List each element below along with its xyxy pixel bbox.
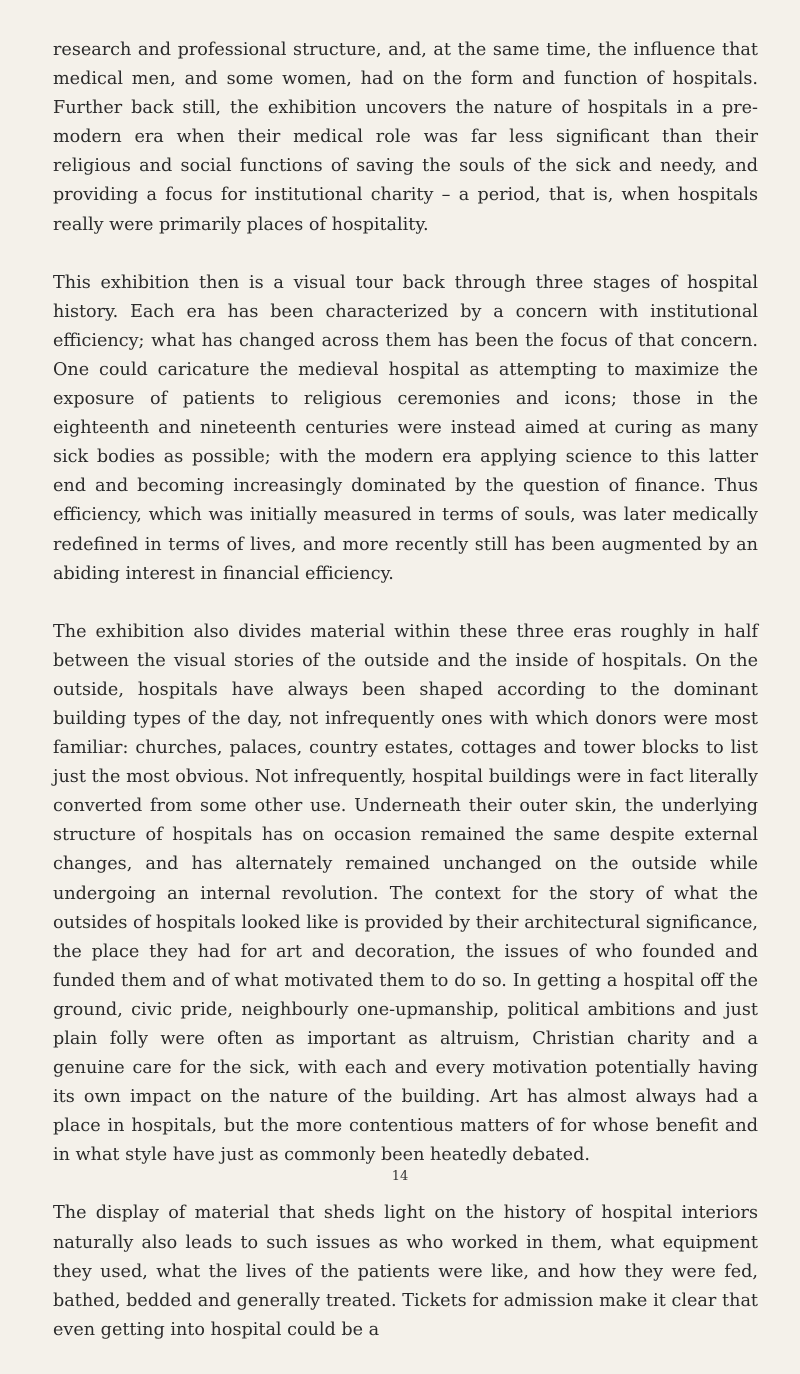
paragraph-2: This exhibition then is a visual tour back through three stages of hospital history. Each era has been characterized by a concern with institutional efficiency; what has changed across them has been the focus of that concern. One could caricature the medieval hospital as attempting to maximize the exposure of patients to religious ceremonies and icons; those in the eighteenth and nineteenth centuries were instead aimed at curing as many sick bodies as possible; with the modern era applying science to this latter end and becoming increasingly dominated by the question of finance. Thus efficiency, which was initially measured in terms of souls, was later medically redefined in terms of lives, and more recently still has been augmented by an abiding interest in financial efficiency. [53,272,758,584]
paragraph-4: The display of material that sheds light on the history of hospital interiors naturally also leads to such issues as who worked in them, what equipment they used, what the lives of the patients were like, and how they were fed, bathed, bedded and generally treated. Tickets for admission make it clear that even getting into hospital could be a [53,1203,758,1340]
paragraph-1: research and professional structure, and, at the same time, the influence that medical men, and some women, had on the form and function of hospitals. Further back still, the exhibition uncovers the nature of hospitals in a pre-modern era when their medical role was far less significant than their religious and social functions of saving the souls of the sick and needy, and providing a focus for institutional charity – a period, that is, when hospitals really were primarily places of hospitality. [53,40,758,235]
paragraph-3: The exhibition also divides material within these three eras roughly in half between the visual stories of the outside and the inside of hospitals. On the outside, hospitals have always been shaped according to the dominant building types of the day, not infrequently ones with which donors were most familiar: churches, palaces, country estates, cottages and tower blocks to list just the most obvious. Not infrequently, hospital buildings were in fact literally converted from some other use. Underneath their outer skin, the underlying structure of hospitals has on occasion remained the same despite external changes, and has alternately remained unchanged on the outside while undergoing an internal revolution. The context for the story of what the outsides of hospitals looked like is provided by their architectural significance, the place they had for art and decoration, the issues of who founded and funded them and of what motivated them to do so. In getting a hospital off the ground, civic pride, neighbourly one-upmanship, political ambitions and just plain folly were often as important as altruism, Christian charity and a genuine care for the sick, with each and every motivation potentially having its own impact on the nature of the building. Art has almost always had a place in hospitals, but the more contentious matters of for whose benefit and in what style have just as commonly been heatedly debated. [53,621,758,1166]
page-number: 14 [391,1169,409,1184]
